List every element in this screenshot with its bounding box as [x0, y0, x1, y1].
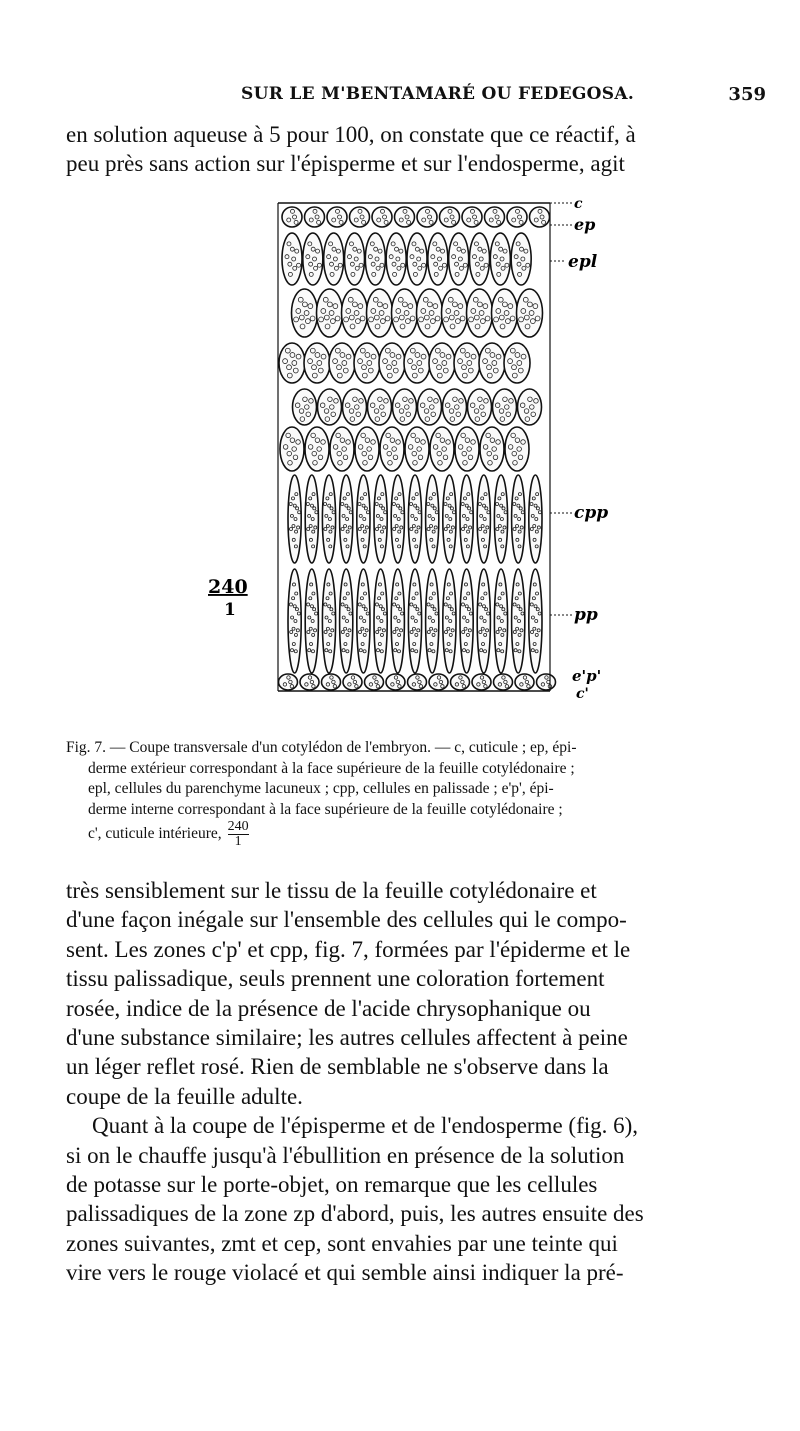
cell: [472, 674, 491, 690]
text-line: rosée, indice de la présence de l'acide chrysophanique ou: [66, 995, 591, 1021]
cell: [408, 475, 421, 563]
cell: [340, 569, 353, 673]
caption-line: epl, cellules du parenchyme lacuneux ; cpp, cellules en palissade ; e'p', épi-: [88, 780, 554, 797]
text-line: en solution aqueuse à 5 pour 100, on constate que ce réactif, à: [66, 122, 636, 147]
label-e-p: e'p': [572, 667, 602, 685]
label-c: c: [574, 196, 583, 212]
cell: [282, 207, 302, 227]
running-title: SUR LE M'BENTAMARÉ OU FEDEGOSA.: [241, 84, 635, 104]
text-line: peu près sans action sur l'épisperme et sur l'endosperme, agit: [66, 151, 625, 177]
text-line: zones suivantes, zmt et cep, sont envahies par une teinte qui: [66, 1230, 618, 1256]
cell: [391, 569, 404, 673]
text-line: d'une façon inégale sur l'ensemble des cellules qui le compo-: [66, 907, 627, 933]
text-line: vire vers le rouge violacé et qui semble ainsi indiquer la pré-: [66, 1260, 624, 1286]
text-line: tissu palissadique, seuls prennent une coloration fortement: [66, 966, 605, 992]
caption-last-line: c', cuticule intérieure, $\frac{240}{1}$: [88, 819, 249, 849]
text-line: sent. Les zones c'p' et cpp, fig. 7, formées par l'épiderme et le: [66, 936, 631, 962]
cell: [507, 207, 527, 227]
text-line: coupe de la feuille adulte.: [66, 1083, 303, 1109]
cell: [350, 207, 370, 227]
figure-caption: [66, 738, 756, 849]
caption-line: Fig. 7. — Coupe transversale d'un cotylédon de l'embryon. — c, cuticule ; ep, épi-: [66, 739, 577, 756]
cell: [494, 674, 513, 690]
cell: [357, 569, 370, 673]
cell: [529, 475, 542, 563]
cell: [327, 207, 347, 227]
cell: [395, 207, 415, 227]
label-ep: ep: [574, 215, 596, 234]
cell: [485, 207, 505, 227]
cell: [512, 475, 525, 563]
text-line: palissadiques de la zone zp d'abord, puis, les autres ensuite des: [66, 1201, 644, 1227]
cell: [440, 207, 460, 227]
text-line: si on le chauffe jusqu'à l'ébullition en présence de la solution: [66, 1142, 625, 1168]
paragraph-top: [66, 120, 756, 179]
cell: [494, 475, 507, 563]
text-line: très sensiblement sur le tissu de la feuille cotylédonaire et: [66, 878, 597, 903]
cell: [279, 674, 298, 690]
cell: [426, 475, 439, 563]
label-pp: pp: [574, 605, 598, 625]
cell: [462, 207, 482, 227]
cell: [322, 674, 341, 690]
caption-line: derme interne correspondant à la face supérieure de la feuille cotylédonaire ;: [88, 800, 563, 818]
caption-line: derme extérieur correspondant à la face supérieure de la feuille cotylédonaire ;: [88, 759, 575, 777]
cell: [477, 475, 490, 563]
cell: [477, 569, 490, 673]
scale-numerator: 240: [208, 576, 248, 598]
cell: [529, 569, 542, 673]
cell: [374, 569, 387, 673]
cell: [451, 674, 470, 690]
cell: [288, 569, 301, 673]
cell: [372, 207, 392, 227]
cell: [417, 207, 437, 227]
cell: [512, 569, 525, 673]
cell: [494, 569, 507, 673]
text-line: Quant à la coupe de l'épisperme et de l'endosperme (fig. 6),: [92, 1113, 639, 1139]
cell-layers: [278, 203, 556, 691]
paragraph-body: [66, 876, 756, 1288]
cell: [343, 674, 362, 690]
cell: [537, 674, 556, 690]
scale-denominator: 1: [224, 600, 236, 620]
cell: [426, 569, 439, 673]
page-number: 359: [728, 84, 766, 105]
label-cpp: cpp: [574, 503, 609, 523]
cell: [530, 207, 550, 227]
cell: [408, 674, 427, 690]
cell: [429, 674, 448, 690]
figure-7-illustration: [208, 195, 620, 730]
cell: [443, 475, 456, 563]
cell: [391, 475, 404, 563]
cell: [340, 475, 353, 563]
text-line: d'une substance similaire; les autres cellules affectent à peine: [66, 1025, 628, 1051]
cell: [322, 569, 335, 673]
text-line: de potasse sur le porte-objet, on remarque que les cellules: [66, 1172, 598, 1198]
cell: [300, 674, 319, 690]
cell: [386, 674, 405, 690]
cell: [515, 674, 534, 690]
scale-fraction: $\frac{240}{1}$: [227, 819, 249, 849]
cell: [305, 475, 318, 563]
cell: [443, 569, 456, 673]
cell: [322, 475, 335, 563]
cell: [374, 475, 387, 563]
cell: [408, 569, 421, 673]
text-line: un léger reflet rosé. Rien de semblable ne s'observe dans la: [66, 1054, 609, 1080]
cell: [357, 475, 370, 563]
cell: [305, 569, 318, 673]
cell: [365, 674, 384, 690]
cotyledon-section-drawing: [208, 195, 620, 730]
label-c-prime: c': [576, 686, 589, 702]
cell: [460, 475, 473, 563]
cell: [288, 475, 301, 563]
page-header: [66, 80, 766, 110]
label-epl: epl: [568, 252, 598, 272]
cell: [305, 207, 325, 227]
cell: [460, 569, 473, 673]
